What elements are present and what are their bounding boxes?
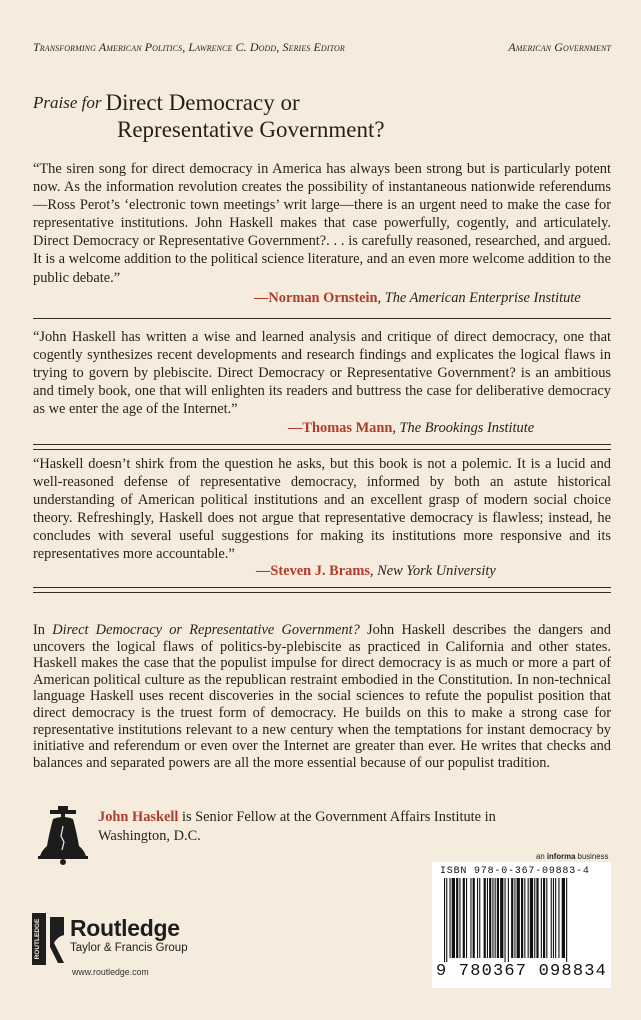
barcode-bar (555, 878, 556, 958)
barcode-bar (521, 878, 523, 958)
book-title-line1: Direct Democracy or (105, 90, 300, 115)
barcode-bar (466, 878, 467, 958)
barcode-bar (500, 878, 503, 958)
barcode-bar (562, 878, 565, 958)
barcode-bar (489, 878, 491, 958)
barcode-bar (497, 878, 499, 958)
barcode-bar (495, 878, 496, 958)
barcode-bar (484, 878, 486, 958)
barcode-bar (517, 878, 520, 958)
description-book-title: Direct Democracy or Representative Government? (52, 622, 360, 638)
barcode-bar (450, 878, 451, 958)
quote-1-affiliation: , The American Enterprise Institute (377, 290, 581, 306)
barcode-bar (553, 878, 554, 958)
parent-pre: an (536, 852, 547, 861)
barcode-bar (446, 878, 447, 962)
barcode-bar (456, 878, 458, 958)
quote-2-author: —Thomas Mann (288, 420, 393, 436)
barcode-bar (470, 878, 471, 958)
barcode-bar (551, 878, 552, 958)
parent-brand: informa (546, 852, 576, 861)
barcode-bar (452, 878, 455, 958)
barcode-bar (524, 878, 525, 958)
barcode-bar (534, 878, 535, 958)
author-name: John Haskell (98, 809, 179, 825)
praise-heading (33, 89, 385, 143)
barcode-bar (459, 878, 460, 958)
quote-2: “John Haskell has written a wise and learned analysis and critique of direct democracy, one that cogently synthesizes recent developments and research findings and explicates the logical flaws in trying to govern by plebiscite. Direct Democracy or Representative Government? is an ambitious and timely book, one that will enlighten its readers and buttress the case for deliberative democracy as we enter the age of the Internet.” (33, 329, 611, 418)
book-title-line2: Representative Government? (117, 117, 385, 142)
praise-lead: Praise for (33, 93, 102, 112)
quote-2-attribution (288, 420, 534, 437)
quote-3-attribution (256, 563, 496, 580)
barcode-bar (463, 878, 465, 958)
author-bio-text: is Senior Fellow at the Government Affairs Institute in Washington, D.C. (98, 809, 496, 844)
isbn-text: ISBN 978-0-367-09883-4 (440, 866, 590, 877)
barcode-bar (566, 878, 567, 962)
barcode-bar (543, 878, 545, 958)
divider (33, 318, 611, 319)
quote-3-affiliation: , New York University (369, 563, 496, 579)
parent-post: business (575, 852, 609, 861)
series-name: Transforming American Politics (33, 40, 183, 54)
barcode-bar (487, 878, 488, 958)
ean-digits: 9 780367 098834 (436, 962, 608, 981)
barcode-bar (541, 878, 542, 958)
barcode-bar (530, 878, 533, 958)
barcode-bar (473, 878, 475, 958)
book-description (33, 622, 611, 771)
quote-3-author: —Steven J. Brams (256, 563, 370, 579)
double-divider (33, 587, 611, 593)
series-editor: , Lawrence C. Dodd, Series Editor (182, 40, 345, 54)
publisher-group: Taylor & Francis Group (70, 942, 188, 954)
quote-2-affiliation: , The Brookings Institute (392, 420, 535, 436)
barcode-bar (514, 878, 515, 958)
publisher-block (70, 916, 188, 954)
barcode-bar (536, 878, 538, 958)
barcode-bar (546, 878, 547, 958)
barcode-bar (528, 878, 529, 958)
series-header (33, 40, 611, 55)
barcode-bar (558, 878, 559, 958)
logo-vertical-text: ROUTLEDGE (34, 918, 41, 960)
barcode-bar (479, 878, 480, 958)
barcode-bar (477, 878, 478, 958)
author-bio (98, 808, 538, 846)
parent-company (536, 852, 608, 861)
barcode-bar (492, 878, 493, 958)
publisher-name: Routledge (70, 915, 180, 941)
subject-label: American Government (508, 40, 611, 54)
liberty-bell-icon (36, 806, 90, 866)
barcode-bar (508, 878, 509, 962)
quote-1-author: —Norman Ornstein (254, 290, 378, 306)
double-divider (33, 444, 611, 450)
barcode-bar (505, 878, 506, 962)
quote-3: “Haskell doesn’t shirk from the question he asks, but this book is not a polemic. It is a lucid and well-reasoned defense of representative democracy, informed by both an astute historical understanding of American political institutions and an excellent grasp of modern social choice theory. Refreshingly, Haskell does not argue that representative democracy is flawless; instead, he concludes with several useful suggestions for making its institutions more responsive and its representatives more accountable.” (33, 456, 611, 563)
description-pre: In (33, 622, 53, 638)
series-line (33, 40, 345, 55)
barcode-panel (432, 862, 611, 988)
barcode-bar (511, 878, 513, 958)
barcode-bar (444, 878, 445, 962)
description-body: John Haskell describes the dangers and uncovers the logical flaws of politics-by-plebiscite as practiced in California and other states. Haskell makes the case that the populist impulse for direct democracy is as much or more a part of American political culture as the republican restraint embodied in the Constitution. In non-technical language Haskell uses recent discoveries in the social sciences to refute the populist position that direct democracy is the truest form of democracy. He builds on this to make a strong case for representative institutions relevant to a new century when the temptations for instant democracy by initiative and referendum or even over the Internet are greater than ever. He writes that checks and balances and separated powers are all the more essential because of our populist tradition. (33, 622, 611, 771)
publisher-website: www.routledge.com (72, 967, 149, 977)
barcode-bars (444, 878, 608, 962)
routledge-logo-icon (32, 913, 66, 969)
quote-1: “The siren song for direct democracy in America has always been strong but is particularly potent now. As the information revolution creates the possibility of instantaneous nationwide referendums—Ross Perot’s ‘electronic town meetings’ writ large—there is an urgent need to make the case for representative institutions. John Haskell makes that case powerfully, cogently, and articulately. Direct Democracy or Representative Government?. . . is carefully reasoned, researched, and argued. It is a welcome addition to the political science literature, and an even more welcome addition to the public debate.” (33, 161, 611, 286)
quote-1-attribution (254, 290, 581, 307)
